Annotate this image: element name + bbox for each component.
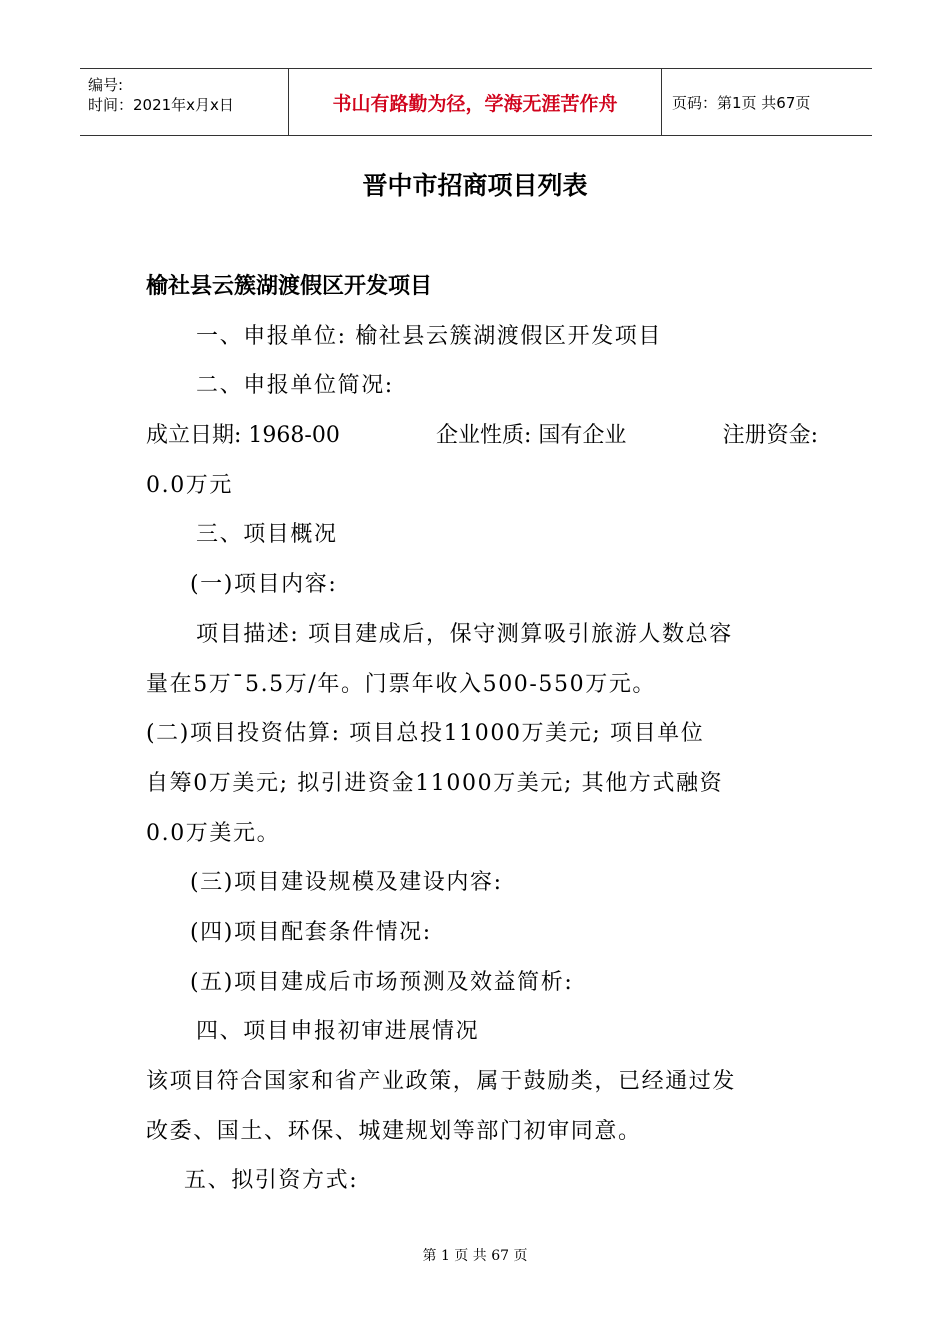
registered-capital-label: 注册资金: (722, 423, 818, 449)
method-heading: 五、拟引资方式: (184, 1168, 359, 1194)
company-nature: 企业性质: 国有企业 (436, 423, 627, 449)
investment-line-1: (二)项目投资估算: 项目总投11000万美元; 项目单位 (146, 721, 705, 747)
market-heading: (五)项目建成后市场预测及效益简析: (190, 969, 574, 995)
header-meta-cell (80, 69, 289, 136)
page-footer: 第 1 页 共 67 页 (422, 1248, 528, 1264)
review-line-1: 该项目符合国家和省产业政策，属于鼓励类，已经通过发 (146, 1069, 737, 1094)
content-heading: (一)项目内容: (190, 572, 338, 598)
investment-line-3: 0.0万美元。 (146, 820, 281, 846)
review-heading: 四、项目申报初审进展情况 (196, 1019, 480, 1045)
document-number-label: 编号: (88, 76, 124, 94)
page-title: 晋中市招商项目列表 (362, 171, 588, 200)
company-info-line (146, 411, 818, 461)
declarant-profile-heading: 二、申报单位简况: (196, 373, 394, 399)
registered-capital-value: 0.0万元 (146, 472, 233, 498)
established-date: 成立日期: 1968-00 (146, 423, 340, 449)
document-date-label: 时间：2021年x月x日 (88, 96, 234, 114)
conditions-heading: (四)项目配套条件情况: (190, 919, 432, 945)
declarant-line: 一、申报单位: 榆社县云簇湖渡假区开发项目 (196, 323, 663, 349)
description-line-1: 项目描述: 项目建成后，保守测算吸引旅游人数总容 (196, 621, 733, 647)
header-page-info: 页码：第1页 共67页 (662, 69, 873, 136)
investment-line-2: 自筹0万美元; 拟引进资金11000万美元; 其他方式融资 (146, 770, 724, 796)
scale-heading: (三)项目建设规模及建设内容: (190, 870, 503, 896)
header-motto: 书山有路勤为径，学海无涯苦作舟 (289, 69, 662, 136)
description-line-2: 量在5万¯5.5万/年。门票年收入500-550万元。 (146, 671, 657, 697)
overview-heading: 三、项目概况 (196, 522, 338, 548)
review-line-2: 改委、国土、环保、城建规划等部门初审同意。 (146, 1118, 642, 1144)
project-title: 榆社县云簇湖渡假区开发项目 (146, 274, 433, 299)
document-header (80, 68, 872, 136)
document-body (146, 262, 818, 1206)
